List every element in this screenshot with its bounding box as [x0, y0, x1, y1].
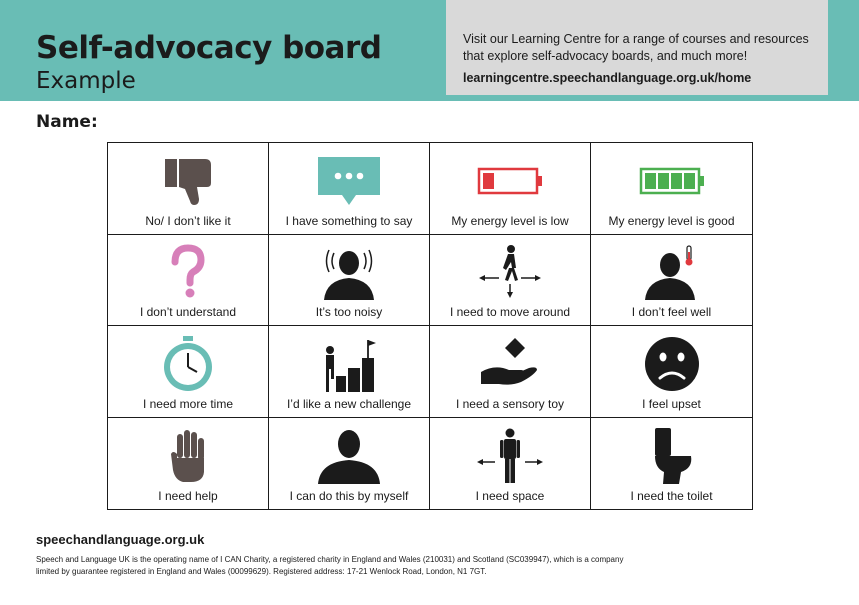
- card-label: I don’t understand: [139, 305, 237, 319]
- toilet-icon: [637, 428, 707, 484]
- promo-text: Visit our Learning Centre for a range of courses and resources that explore self-advocacy boards, and much more!: [463, 32, 809, 63]
- stopwatch-icon: [153, 336, 223, 392]
- question-mark-icon: [153, 244, 223, 300]
- card-label: I can do this by myself: [289, 489, 409, 503]
- card-label: It’s too noisy: [315, 305, 383, 319]
- card-label: I don’t feel well: [631, 305, 712, 319]
- card-label: I need more time: [142, 396, 234, 411]
- card-label: I need space: [475, 489, 545, 503]
- card-move-around: [430, 235, 591, 327]
- footer-website[interactable]: speechandlanguage.org.uk: [36, 532, 205, 547]
- name-label: Name:: [36, 112, 98, 132]
- card-label: I need the toilet: [630, 489, 713, 503]
- card-need-help: [108, 418, 269, 510]
- card-too-noisy: [269, 235, 430, 327]
- card-more-time: [108, 326, 269, 418]
- card-something-to-say: [269, 143, 430, 235]
- card-label: I’d like a new challenge: [286, 396, 412, 411]
- person-space-icon: [475, 428, 545, 484]
- card-dont-understand: [108, 235, 269, 327]
- sad-face-icon: [637, 336, 707, 392]
- card-label: I need help: [158, 489, 218, 503]
- card-label: My energy level is low: [451, 213, 569, 228]
- card-feel-upset: [591, 326, 752, 418]
- raised-hand-icon: [153, 428, 223, 484]
- thumbs-down-icon: [153, 153, 223, 209]
- card-sensory-toy: [430, 326, 591, 418]
- page-title: Self-advocacy board: [36, 30, 382, 66]
- steps-flag-icon: [314, 336, 384, 392]
- symbol-grid: [107, 142, 753, 510]
- speech-bubble-icon: [314, 153, 384, 209]
- thermometer-head-icon: [637, 244, 707, 300]
- person-bust-icon: [314, 428, 384, 484]
- card-label: I need to move around: [449, 305, 571, 319]
- card-label: I have something to say: [285, 213, 413, 228]
- card-label: I feel upset: [642, 396, 701, 411]
- card-label: I need a sensory toy: [455, 396, 565, 411]
- card-not-feel-well: [591, 235, 752, 327]
- card-by-myself: [269, 418, 430, 510]
- promo-box: [446, 0, 828, 95]
- card-no: [108, 143, 269, 235]
- card-need-space: [430, 418, 591, 510]
- card-label: My energy level is good: [608, 213, 735, 228]
- card-need-toilet: [591, 418, 752, 510]
- battery-low-icon: [475, 153, 545, 209]
- card-label: No/ I don’t like it: [145, 213, 231, 228]
- footer-legal: Speech and Language UK is the operating name of I CAN Charity, a registered charity in England and Wales (210031) and Scotland (SC039947), which is a company limited by guarantee registered in England and Wales (00099629). Registered address: 17-21 Wenlock Road, London, N1 7GT.: [36, 555, 624, 576]
- battery-full-icon: [637, 153, 707, 209]
- card-energy-low: [430, 143, 591, 235]
- noisy-head-icon: [314, 244, 384, 300]
- walking-arrows-icon: [475, 244, 545, 300]
- card-new-challenge: [269, 326, 430, 418]
- promo-link[interactable]: learningcentre.speechandlanguage.org.uk/home: [463, 71, 752, 85]
- card-energy-good: [591, 143, 752, 235]
- hand-toy-icon: [475, 336, 545, 392]
- page-subtitle: Example: [36, 68, 136, 94]
